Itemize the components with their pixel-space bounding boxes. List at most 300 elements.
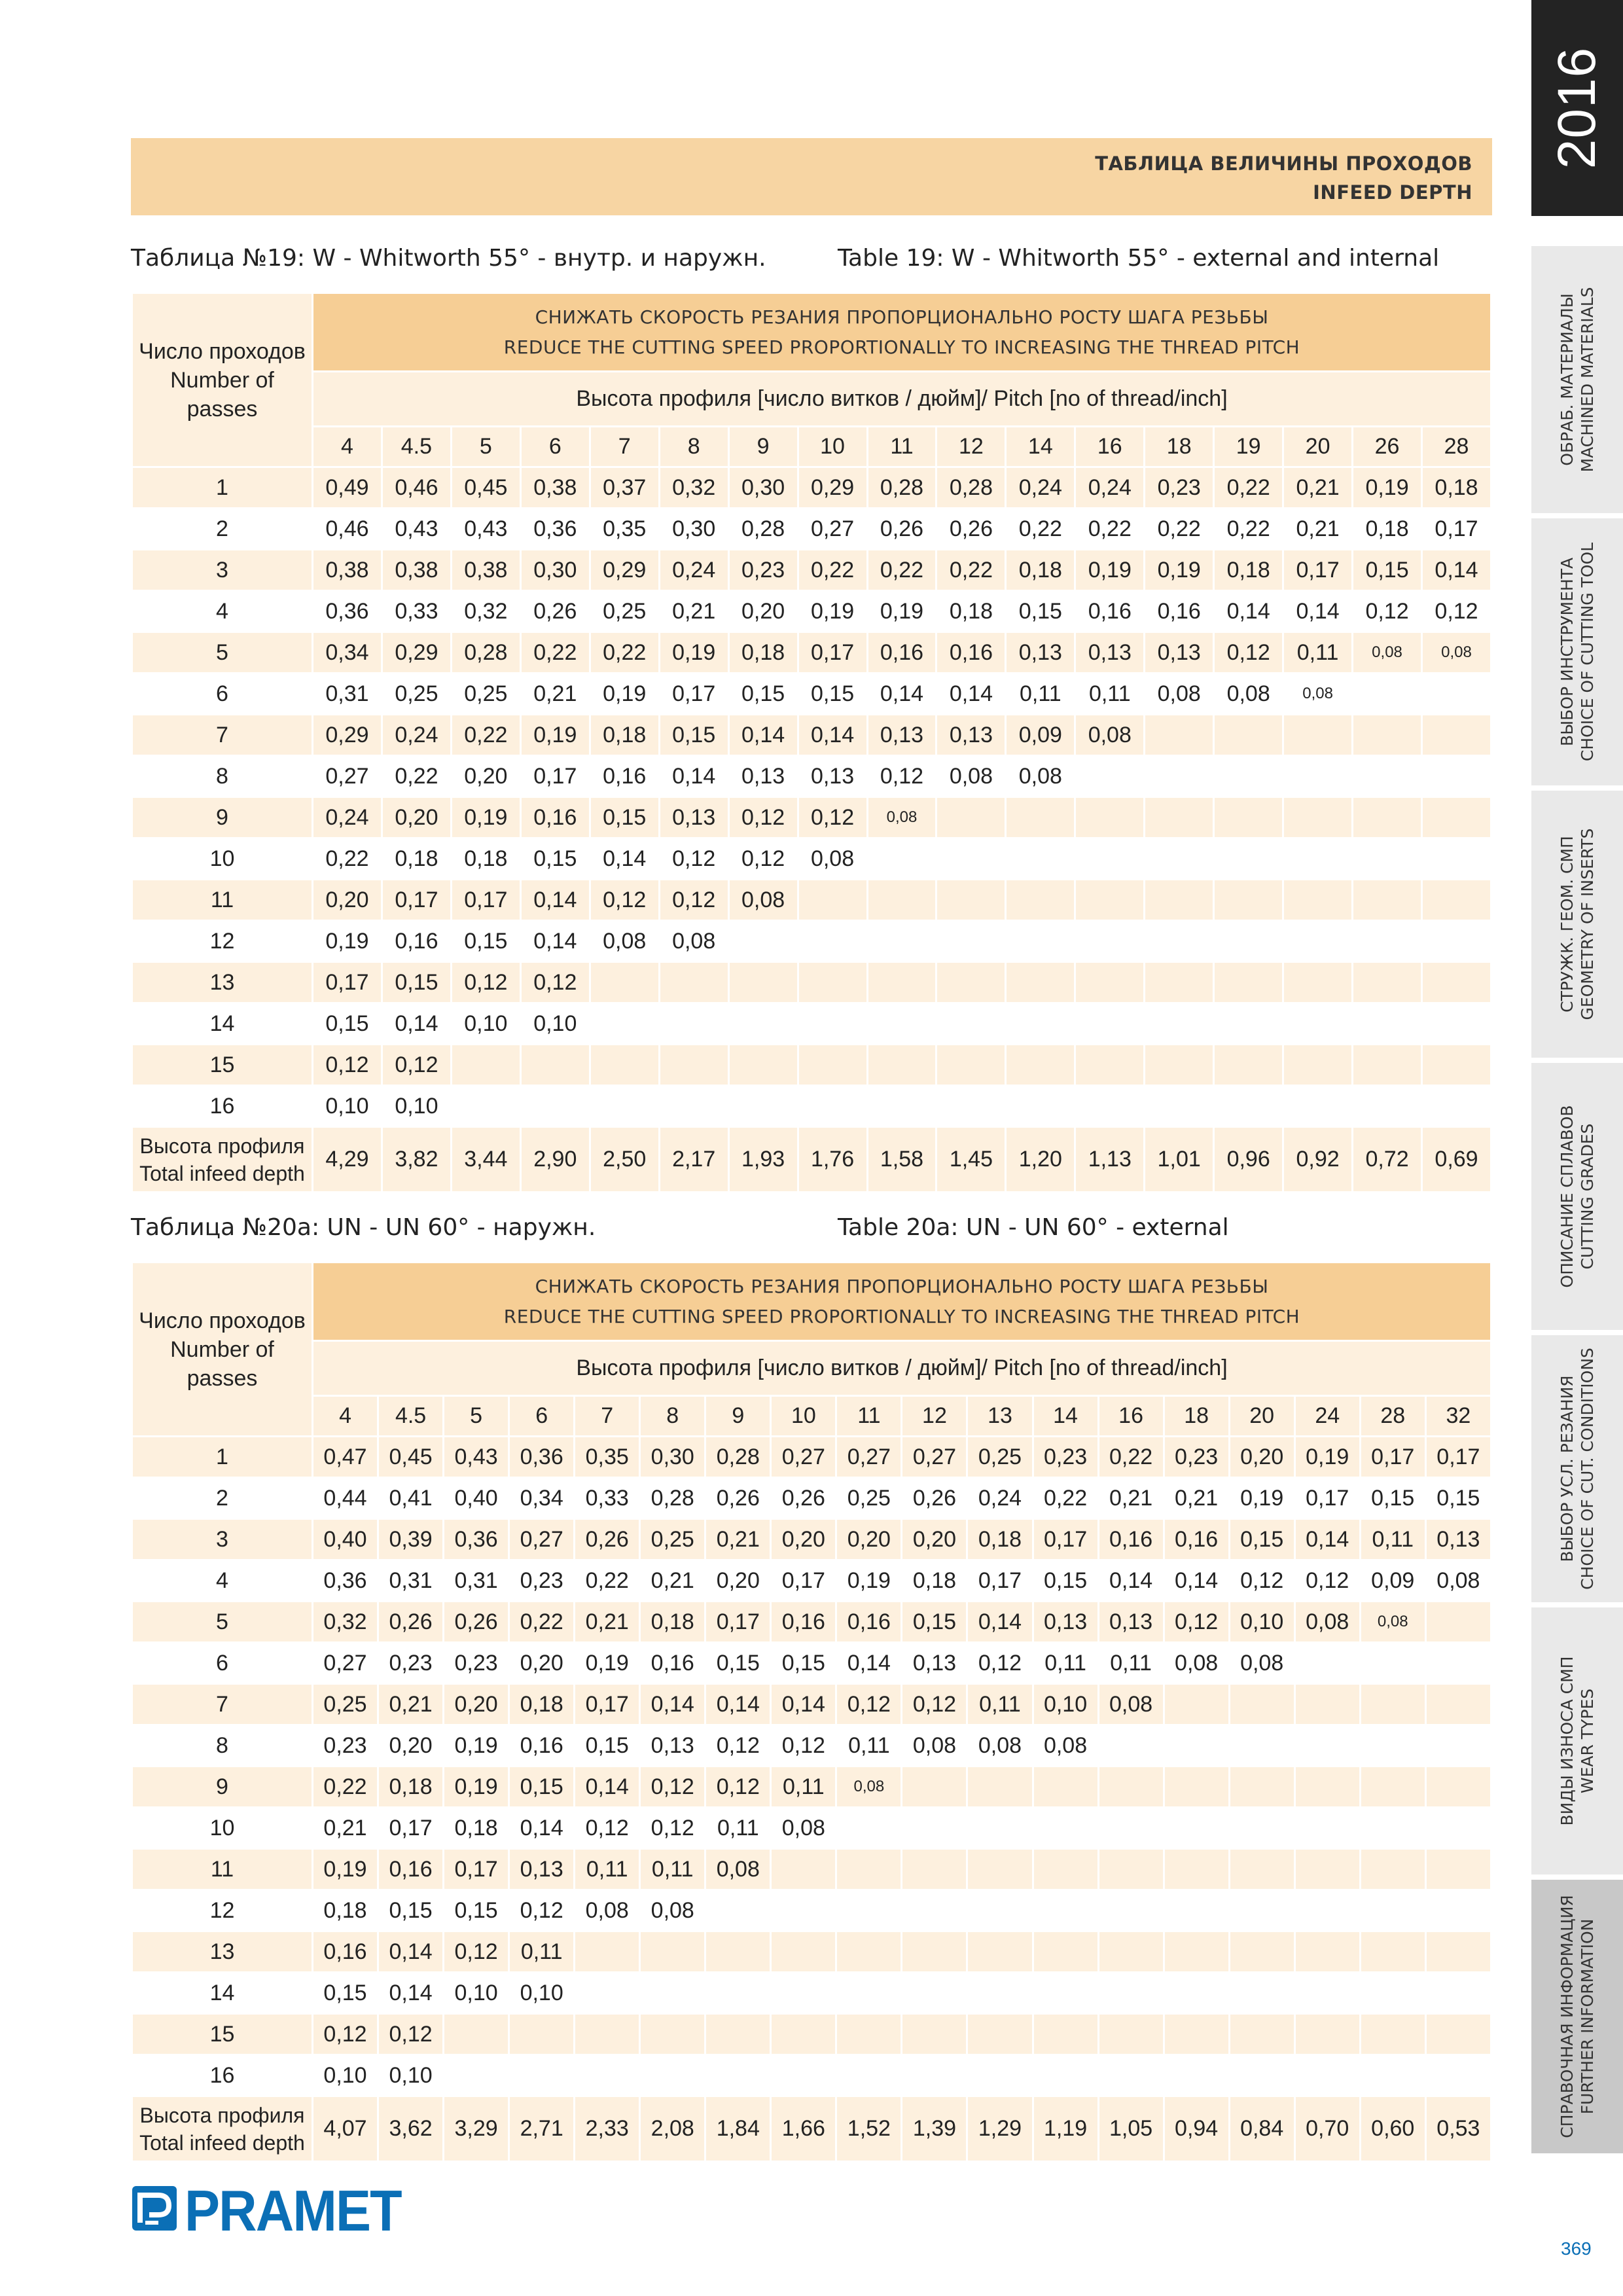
infeed-value-cell xyxy=(1006,921,1075,962)
infeed-value-cell xyxy=(1075,1045,1145,1086)
infeed-value-cell: 0,08 xyxy=(1006,756,1075,797)
infeed-value-cell xyxy=(771,1849,836,1890)
table-row xyxy=(132,509,1491,550)
pass-number-cell: 4 xyxy=(132,591,313,632)
pitch-header-cell: 18 xyxy=(1164,1396,1229,1437)
pitch-header-cell: 10 xyxy=(798,427,867,467)
pitch-header-cell: 24 xyxy=(1294,1396,1360,1437)
infeed-value-cell xyxy=(1229,2055,1294,2096)
infeed-value-cell: 0,22 xyxy=(313,838,382,880)
infeed-value-cell xyxy=(836,2014,902,2055)
infeed-value-cell: 0,21 xyxy=(1283,467,1353,509)
infeed-value-cell xyxy=(1283,1086,1353,1127)
infeed-value-cell: 0,33 xyxy=(382,591,451,632)
infeed-value-cell: 0,14 xyxy=(1283,591,1353,632)
infeed-value-cell: 0,08 xyxy=(1075,715,1145,756)
infeed-value-cell: 0,26 xyxy=(378,1602,444,1643)
infeed-value-cell xyxy=(798,962,867,1003)
pass-number-cell: 8 xyxy=(132,1725,313,1767)
infeed-value-cell xyxy=(705,2055,771,2096)
infeed-value-cell xyxy=(1006,962,1075,1003)
infeed-value-cell: 0,15 xyxy=(590,797,659,838)
table-row xyxy=(132,1808,1491,1849)
pass-number-cell: 10 xyxy=(132,838,313,880)
infeed-value-cell: 0,11 xyxy=(1033,1643,1098,1684)
infeed-value-cell: 0,13 xyxy=(936,715,1006,756)
table-row xyxy=(132,921,1491,962)
infeed-value-cell: 0,38 xyxy=(382,550,451,591)
total-depth-cell: 1,19 xyxy=(1033,2096,1098,2162)
infeed-value-cell xyxy=(1145,1003,1214,1045)
infeed-value-cell: 0,12 xyxy=(728,797,798,838)
infeed-value-cell xyxy=(1425,1931,1491,1973)
infeed-value-cell xyxy=(1425,1602,1491,1643)
pass-number-cell: 10 xyxy=(132,1808,313,1849)
tab-cutting-conditions[interactable] xyxy=(1531,1335,1623,1602)
infeed-value-cell xyxy=(1360,1890,1425,1931)
infeed-value-cell: 0,17 xyxy=(1294,1478,1360,1519)
infeed-value-cell: 0,14 xyxy=(520,921,590,962)
infeed-value-cell: 0,20 xyxy=(902,1519,967,1560)
table-row xyxy=(132,962,1491,1003)
infeed-value-cell xyxy=(1164,1931,1229,1973)
infeed-value-cell: 0,27 xyxy=(509,1519,575,1560)
infeed-value-cell: 0,14 xyxy=(705,1684,771,1725)
page-number: 369 xyxy=(1561,2238,1592,2259)
infeed-value-cell: 0,20 xyxy=(378,1725,444,1767)
infeed-value-cell: 0,22 xyxy=(867,550,936,591)
total-depth-cell: 0,84 xyxy=(1229,2096,1294,2162)
passes-label-en: Number of passes xyxy=(170,1336,274,1391)
infeed-value-cell xyxy=(1214,797,1283,838)
infeed-value-cell: 0,45 xyxy=(451,467,520,509)
infeed-value-cell xyxy=(1360,1684,1425,1725)
infeed-value-cell xyxy=(659,1045,728,1086)
infeed-value-cell: 0,18 xyxy=(444,1808,509,1849)
infeed-value-cell: 0,16 xyxy=(520,797,590,838)
infeed-value-cell: 0,14 xyxy=(771,1684,836,1725)
infeed-value-cell: 0,21 xyxy=(575,1602,640,1643)
total-depth-cell: 0,72 xyxy=(1353,1127,1422,1193)
infeed-value-cell: 0,17 xyxy=(382,880,451,921)
pitch-row xyxy=(132,1396,1491,1437)
infeed-value-cell xyxy=(1145,921,1214,962)
infeed-value-cell: 0,08 xyxy=(771,1808,836,1849)
table-row xyxy=(132,715,1491,756)
infeed-value-cell: 0,11 xyxy=(1075,673,1145,715)
pitch-header-cell: 4 xyxy=(313,1396,378,1437)
infeed-value-cell: 0,29 xyxy=(313,715,382,756)
infeed-value-cell: 0,21 xyxy=(705,1519,771,1560)
infeed-value-cell: 0,15 xyxy=(1229,1519,1294,1560)
infeed-value-cell xyxy=(1033,2055,1098,2096)
infeed-value-cell: 0,34 xyxy=(509,1478,575,1519)
infeed-value-cell xyxy=(798,1003,867,1045)
infeed-value-cell: 0,09 xyxy=(1006,715,1075,756)
infeed-value-cell xyxy=(1353,715,1422,756)
table-row xyxy=(132,1684,1491,1725)
infeed-value-cell: 0,46 xyxy=(382,467,451,509)
infeed-value-cell xyxy=(1164,1849,1229,1890)
infeed-value-cell: 0,15 xyxy=(902,1602,967,1643)
banner-text-ru: СНИЖАТЬ СКОРОСТЬ РЕЗАНИЯ ПРОПОРЦИОНАЛЬНО РОСТУ ШАГА РЕЗЬБЫ xyxy=(535,306,1269,328)
infeed-value-cell: 0,12 xyxy=(313,1045,382,1086)
infeed-value-cell: 0,19 xyxy=(590,673,659,715)
table-row xyxy=(132,1519,1491,1560)
infeed-value-cell xyxy=(1353,673,1422,715)
infeed-value-cell xyxy=(1075,756,1145,797)
infeed-value-cell xyxy=(771,1890,836,1931)
infeed-value-cell: 0,12 xyxy=(798,797,867,838)
infeed-value-cell: 0,13 xyxy=(1006,632,1075,673)
total-depth-cell: 1,29 xyxy=(967,2096,1033,2162)
infeed-value-cell xyxy=(1229,1808,1294,1849)
infeed-value-cell: 0,30 xyxy=(640,1437,705,1478)
pitch-label-row xyxy=(132,372,1491,427)
pass-number-cell: 5 xyxy=(132,632,313,673)
table-row xyxy=(132,1003,1491,1045)
infeed-value-cell: 0,32 xyxy=(451,591,520,632)
infeed-value-cell xyxy=(1353,838,1422,880)
infeed-value-cell: 0,28 xyxy=(867,467,936,509)
infeed-value-cell xyxy=(798,1086,867,1127)
tab-choice-of-cutting-tool[interactable] xyxy=(1531,518,1623,785)
infeed-value-cell xyxy=(728,1086,798,1127)
infeed-value-cell: 0,31 xyxy=(444,1560,509,1602)
infeed-value-cell: 0,25 xyxy=(590,591,659,632)
infeed-value-cell xyxy=(728,1045,798,1086)
infeed-value-cell xyxy=(640,1973,705,2014)
infeed-value-cell: 0,10 xyxy=(451,1003,520,1045)
infeed-value-cell: 0,22 xyxy=(936,550,1006,591)
section-title-en: INFEED DEPTH xyxy=(1313,181,1472,204)
infeed-value-cell xyxy=(1422,1086,1491,1127)
infeed-value-cell: 0,25 xyxy=(967,1437,1033,1478)
infeed-value-cell: 0,10 xyxy=(444,1973,509,2014)
infeed-value-cell: 0,08 xyxy=(867,797,936,838)
infeed-value-cell: 0,11 xyxy=(575,1849,640,1890)
infeed-value-cell xyxy=(520,1045,590,1086)
pitch-header-cell: 19 xyxy=(1214,427,1283,467)
infeed-value-cell: 0,34 xyxy=(313,632,382,673)
infeed-value-cell: 0,22 xyxy=(1098,1437,1164,1478)
infeed-value-cell xyxy=(1294,1849,1360,1890)
table-row xyxy=(132,1931,1491,1973)
infeed-value-cell: 0,12 xyxy=(520,962,590,1003)
infeed-value-cell: 0,21 xyxy=(659,591,728,632)
infeed-value-cell: 0,08 xyxy=(728,880,798,921)
infeed-value-cell: 0,08 xyxy=(1098,1684,1164,1725)
pitch-header-cell: 26 xyxy=(1353,427,1422,467)
infeed-value-cell: 0,29 xyxy=(382,632,451,673)
infeed-value-cell: 0,13 xyxy=(867,715,936,756)
infeed-value-cell: 0,19 xyxy=(444,1725,509,1767)
infeed-value-cell: 0,15 xyxy=(728,673,798,715)
infeed-value-cell: 0,25 xyxy=(382,673,451,715)
infeed-value-cell: 0,26 xyxy=(867,509,936,550)
infeed-value-cell xyxy=(1214,1045,1283,1086)
total-depth-cell: 3,62 xyxy=(378,2096,444,2162)
tab-further-information[interactable] xyxy=(1531,1880,1623,2153)
infeed-value-cell: 0,16 xyxy=(509,1725,575,1767)
infeed-value-cell: 0,20 xyxy=(1229,1437,1294,1478)
infeed-value-cell: 0,14 xyxy=(378,1931,444,1973)
infeed-value-cell: 0,14 xyxy=(509,1808,575,1849)
infeed-value-cell: 0,17 xyxy=(771,1560,836,1602)
infeed-value-cell xyxy=(1283,838,1353,880)
tab-cutting-grades[interactable] xyxy=(1531,1063,1623,1330)
banner-text-ru: СНИЖАТЬ СКОРОСТЬ РЕЗАНИЯ ПРОПОРЦИОНАЛЬНО РОСТУ ШАГА РЕЗЬБЫ xyxy=(535,1275,1269,1297)
infeed-value-cell: 0,30 xyxy=(659,509,728,550)
section-title-ru: ТАБЛИЦА ВЕЛИЧИНЫ ПРОХОДОВ xyxy=(1095,152,1472,175)
pitch-header-cell: 7 xyxy=(590,427,659,467)
infeed-value-cell: 0,32 xyxy=(313,1602,378,1643)
infeed-value-cell: 0,17 xyxy=(659,673,728,715)
total-row xyxy=(132,1127,1491,1193)
infeed-value-cell xyxy=(867,880,936,921)
infeed-value-cell: 0,14 xyxy=(1294,1519,1360,1560)
infeed-value-cell xyxy=(444,2014,509,2055)
infeed-value-cell: 0,24 xyxy=(659,550,728,591)
total-depth-cell: 0,94 xyxy=(1164,2096,1229,2162)
infeed-value-cell: 0,28 xyxy=(728,509,798,550)
infeed-value-cell xyxy=(1098,1931,1164,1973)
pass-number-cell: 5 xyxy=(132,1602,313,1643)
infeed-value-cell: 0,17 xyxy=(313,962,382,1003)
table-row xyxy=(132,673,1491,715)
table-row xyxy=(132,1725,1491,1767)
passes-header-cell xyxy=(132,1263,313,1437)
infeed-value-cell xyxy=(836,2055,902,2096)
infeed-value-cell: 0,22 xyxy=(1214,509,1283,550)
infeed-value-cell xyxy=(640,1931,705,1973)
infeed-value-cell: 0,27 xyxy=(836,1437,902,1478)
infeed-value-cell: 0,16 xyxy=(1098,1519,1164,1560)
infeed-value-cell: 0,18 xyxy=(378,1767,444,1808)
infeed-value-cell xyxy=(771,2055,836,2096)
infeed-value-cell: 0,22 xyxy=(1075,509,1145,550)
infeed-value-cell xyxy=(1214,1003,1283,1045)
infeed-value-cell xyxy=(936,1003,1006,1045)
pitch-header-cell: 4.5 xyxy=(382,427,451,467)
infeed-value-cell: 0,26 xyxy=(936,509,1006,550)
pass-number-cell: 11 xyxy=(132,1849,313,1890)
table-row xyxy=(132,1973,1491,2014)
infeed-value-cell: 0,17 xyxy=(444,1849,509,1890)
table-row xyxy=(132,632,1491,673)
section-header xyxy=(131,138,1492,215)
infeed-value-cell: 0,08 xyxy=(1214,673,1283,715)
infeed-value-cell xyxy=(444,2055,509,2096)
banner-row xyxy=(132,1263,1491,1341)
infeed-value-cell: 0,16 xyxy=(867,632,936,673)
infeed-value-cell: 0,13 xyxy=(640,1725,705,1767)
infeed-value-cell xyxy=(1425,1643,1491,1684)
infeed-value-cell xyxy=(520,1086,590,1127)
infeed-value-cell: 0,19 xyxy=(1145,550,1214,591)
total-depth-cell: 1,58 xyxy=(867,1127,936,1193)
infeed-value-cell xyxy=(967,1973,1033,2014)
passes-header-cell xyxy=(132,293,313,467)
infeed-value-cell: 0,12 xyxy=(659,880,728,921)
infeed-value-cell xyxy=(1164,1973,1229,2014)
infeed-value-cell xyxy=(967,1931,1033,1973)
infeed-value-cell: 0,41 xyxy=(378,1478,444,1519)
infeed-value-cell: 0,15 xyxy=(575,1725,640,1767)
infeed-value-cell xyxy=(1294,1725,1360,1767)
infeed-value-cell: 0,37 xyxy=(590,467,659,509)
infeed-value-cell xyxy=(867,921,936,962)
infeed-value-cell: 0,14 xyxy=(378,1973,444,2014)
pitch-header-cell: 20 xyxy=(1229,1396,1294,1437)
infeed-value-cell: 0,12 xyxy=(382,1045,451,1086)
infeed-value-cell xyxy=(1164,2055,1229,2096)
infeed-value-cell xyxy=(1425,1684,1491,1725)
infeed-value-cell: 0,16 xyxy=(836,1602,902,1643)
infeed-value-cell: 0,24 xyxy=(313,797,382,838)
total-label-ru: Высота профиля xyxy=(139,1134,305,1158)
infeed-value-cell: 0,29 xyxy=(798,467,867,509)
infeed-value-cell: 0,19 xyxy=(575,1643,640,1684)
infeed-value-cell: 0,08 xyxy=(1422,632,1491,673)
infeed-value-cell: 0,13 xyxy=(1425,1519,1491,1560)
tab-machined-materials[interactable] xyxy=(1531,246,1623,513)
infeed-value-cell: 0,12 xyxy=(1214,632,1283,673)
infeed-value-cell xyxy=(1353,1045,1422,1086)
infeed-value-cell: 0,15 xyxy=(771,1643,836,1684)
infeed-value-cell: 0,17 xyxy=(575,1684,640,1725)
infeed-value-cell: 0,09 xyxy=(1360,1560,1425,1602)
infeed-value-cell xyxy=(1294,1973,1360,2014)
pass-number-cell: 9 xyxy=(132,797,313,838)
infeed-value-cell xyxy=(1098,1973,1164,2014)
infeed-value-cell: 0,12 xyxy=(313,2014,378,2055)
total-depth-cell: 1,84 xyxy=(705,2096,771,2162)
infeed-value-cell xyxy=(1360,1849,1425,1890)
infeed-value-cell: 0,14 xyxy=(836,1643,902,1684)
infeed-value-cell: 0,20 xyxy=(509,1643,575,1684)
infeed-value-cell: 0,15 xyxy=(451,921,520,962)
infeed-value-cell: 0,15 xyxy=(313,1973,378,2014)
infeed-value-cell xyxy=(728,1003,798,1045)
table-row xyxy=(132,1890,1491,1931)
infeed-value-cell: 0,24 xyxy=(967,1478,1033,1519)
infeed-value-cell xyxy=(902,1890,967,1931)
infeed-value-cell: 0,08 xyxy=(1283,673,1353,715)
infeed-value-cell: 0,13 xyxy=(1098,1602,1164,1643)
infeed-value-cell: 0,08 xyxy=(590,921,659,962)
infeed-value-cell: 0,21 xyxy=(520,673,590,715)
infeed-value-cell xyxy=(1145,962,1214,1003)
pass-number-cell: 13 xyxy=(132,962,313,1003)
infeed-value-cell: 0,22 xyxy=(520,632,590,673)
infeed-value-cell xyxy=(1075,880,1145,921)
table-row xyxy=(132,1045,1491,1086)
infeed-value-cell: 0,12 xyxy=(867,756,936,797)
infeed-value-cell: 0,14 xyxy=(936,673,1006,715)
infeed-value-cell: 0,38 xyxy=(451,550,520,591)
infeed-value-cell xyxy=(705,1973,771,2014)
pass-number-cell: 1 xyxy=(132,467,313,509)
infeed-value-cell: 0,19 xyxy=(444,1767,509,1808)
total-depth-cell: 2,17 xyxy=(659,1127,728,1193)
infeed-value-cell: 0,27 xyxy=(798,509,867,550)
infeed-value-cell xyxy=(1214,962,1283,1003)
tab-geometry-of-inserts[interactable] xyxy=(1531,791,1623,1058)
pitch-header-cell: 20 xyxy=(1283,427,1353,467)
infeed-value-cell: 0,22 xyxy=(590,632,659,673)
infeed-value-cell: 0,14 xyxy=(1164,1560,1229,1602)
infeed-value-cell: 0,20 xyxy=(705,1560,771,1602)
infeed-value-cell: 0,28 xyxy=(936,467,1006,509)
table-row xyxy=(132,880,1491,921)
infeed-value-cell xyxy=(936,838,1006,880)
pass-number-cell: 4 xyxy=(132,1560,313,1602)
table-row xyxy=(132,1086,1491,1127)
pramet-logo-icon xyxy=(131,2185,178,2232)
infeed-value-cell xyxy=(936,962,1006,1003)
infeed-value-cell: 0,49 xyxy=(313,467,382,509)
infeed-value-cell: 0,22 xyxy=(1033,1478,1098,1519)
infeed-value-cell: 0,27 xyxy=(313,1643,378,1684)
infeed-value-cell: 0,08 xyxy=(936,756,1006,797)
table-row xyxy=(132,2014,1491,2055)
infeed-value-cell xyxy=(1294,1931,1360,1973)
infeed-value-cell xyxy=(1164,1890,1229,1931)
infeed-value-cell: 0,23 xyxy=(444,1643,509,1684)
infeed-value-cell: 0,14 xyxy=(867,673,936,715)
infeed-value-cell xyxy=(1145,880,1214,921)
pitch-header-cell: 5 xyxy=(451,427,520,467)
infeed-value-cell: 0,12 xyxy=(444,1931,509,1973)
tab-wear-types[interactable] xyxy=(1531,1607,1623,1874)
infeed-value-cell xyxy=(1033,2014,1098,2055)
infeed-value-cell xyxy=(1425,2014,1491,2055)
pitch-label-row xyxy=(132,1341,1491,1396)
total-depth-cell: 1,39 xyxy=(902,2096,967,2162)
infeed-value-cell: 0,13 xyxy=(798,756,867,797)
infeed-value-cell: 0,15 xyxy=(520,838,590,880)
passes-label-en: Number of passes xyxy=(170,367,274,422)
infeed-value-cell xyxy=(1360,1973,1425,2014)
pitch-header-cell: 10 xyxy=(771,1396,836,1437)
infeed-value-cell: 0,32 xyxy=(659,467,728,509)
infeed-value-cell xyxy=(1145,756,1214,797)
infeed-value-cell: 0,21 xyxy=(1164,1478,1229,1519)
total-depth-cell: 4,29 xyxy=(313,1127,382,1193)
infeed-value-cell xyxy=(1294,1767,1360,1808)
infeed-value-cell: 0,12 xyxy=(640,1808,705,1849)
total-row xyxy=(132,2096,1491,2162)
pitch-row xyxy=(132,427,1491,467)
infeed-value-cell xyxy=(1283,1045,1353,1086)
infeed-value-cell: 0,17 xyxy=(967,1560,1033,1602)
infeed-value-cell: 0,16 xyxy=(1145,591,1214,632)
infeed-value-cell xyxy=(1164,1684,1229,1725)
pass-number-cell: 14 xyxy=(132,1003,313,1045)
infeed-value-cell: 0,36 xyxy=(444,1519,509,1560)
infeed-value-cell xyxy=(1353,1003,1422,1045)
infeed-value-cell: 0,14 xyxy=(1422,550,1491,591)
infeed-value-cell xyxy=(967,2014,1033,2055)
infeed-value-cell: 0,11 xyxy=(1283,632,1353,673)
infeed-value-cell: 0,08 xyxy=(659,921,728,962)
infeed-value-cell: 0,22 xyxy=(1145,509,1214,550)
infeed-value-cell xyxy=(1075,838,1145,880)
infeed-value-cell xyxy=(1283,797,1353,838)
infeed-value-cell: 0,31 xyxy=(378,1560,444,1602)
infeed-value-cell: 0,14 xyxy=(1214,591,1283,632)
